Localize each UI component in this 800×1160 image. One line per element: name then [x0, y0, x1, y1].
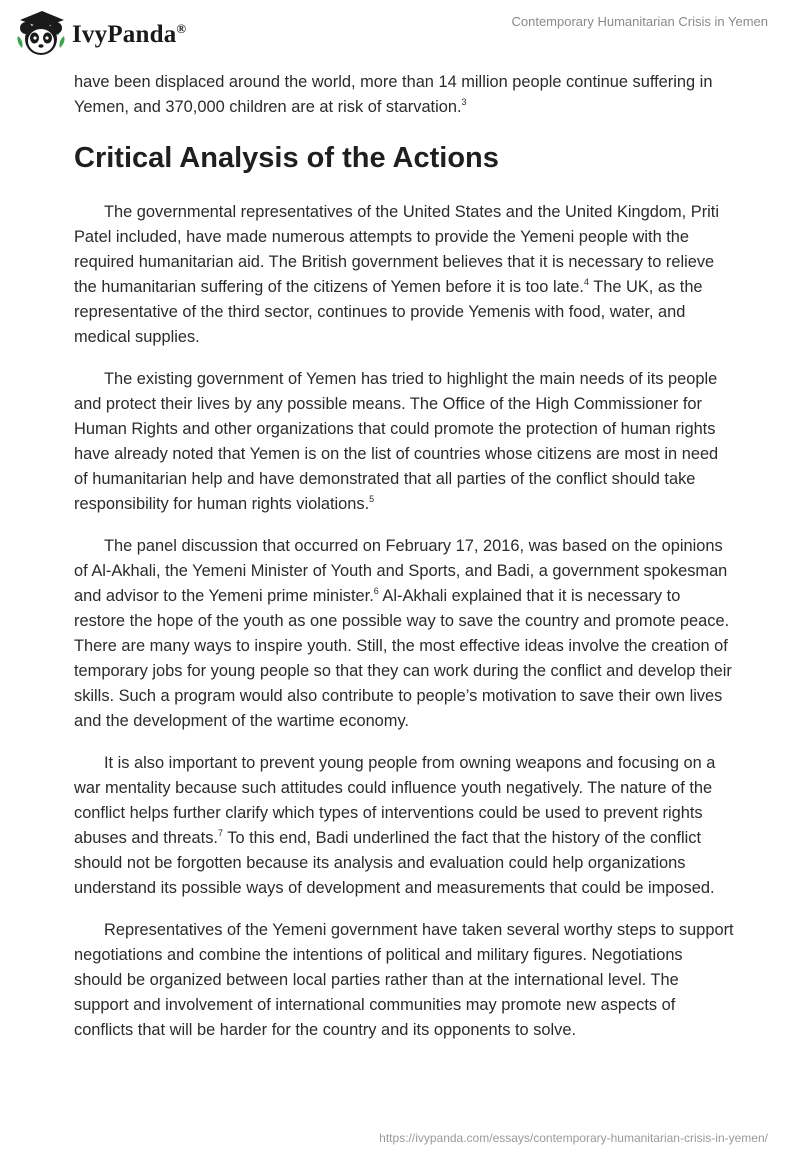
footnote-ref-3[interactable]: 3 — [461, 96, 467, 107]
footnote-ref-4[interactable]: 4 — [583, 276, 589, 287]
source-url-link[interactable]: https://ivypanda.com/essays/contemporary-humanitarian-crisis-in-yemen/ — [379, 1131, 768, 1145]
paragraph-text: The UK, as the representative of the third sector, continues to provide Yemenis with food, water, and medical supplies. — [74, 278, 703, 346]
footnote-ref-7[interactable]: 7 — [217, 827, 223, 838]
paragraph-text: It is also important to prevent young people from owning weapons and focusing on a war mentality because such attitudes could influence youth negatively. The nature of the conflict helps further clarify which types of interventions could be used to prevent rights abuses and threats. — [74, 754, 716, 847]
ivypanda-logo[interactable] — [12, 8, 186, 58]
paragraph-2 — [74, 367, 734, 517]
paragraph-text: Representatives of the Yemeni government have taken several worthy steps to support negotiations and combine the intentions of political and military figures. Negotiations should be organized between local parties rather than at the international level. The support and involvement of international communities may promote new aspects of conflicts that will be harder for the country and its opponents to solve. — [74, 921, 734, 1039]
paragraph-text: Al-Akhali explained that it is necessary to restore the hope of the youth as one possible way to save the country and promote peace. There are many ways to inspire youth. Still, the most effective ideas involve the creation of temporary jobs for young people so that they can work during the conflict and develop their skills. Such a program would also contribute to people’s motivation to save their own lives and the development of the wartime economy. — [74, 587, 732, 730]
paragraph-text: The governmental representatives of the United States and the United Kingdom, Priti Patel included, have made numerous attempts to provide the Yemeni people with the required humanitarian aid. The British government believes that it is necessary to relieve the humanitarian suffering of the citizens of Yemen before it is too late. — [74, 203, 719, 296]
footnote-ref-6[interactable]: 6 — [373, 585, 379, 596]
intro-text: have been displaced around the world, more than 14 million people continue suffering in Yemen, and 370,000 children are at risk of starvation. — [74, 73, 713, 116]
paragraph-text: The panel discussion that occurred on February 17, 2016, was based on the opinions of Al-Akhali, the Yemeni Minister of Youth and Sports, and Badi, a government spokesman and advisor to the Yemeni prime minister. — [74, 537, 728, 605]
footnote-ref-5[interactable]: 5 — [369, 493, 375, 504]
registered-mark: ® — [176, 21, 187, 36]
paragraph-3 — [74, 534, 734, 734]
paragraph-1 — [74, 200, 734, 350]
logo-wordmark: IvyPanda — [72, 21, 177, 48]
section-heading: Critical Analysis of the Actions — [74, 142, 499, 174]
document-title: Contemporary Humanitarian Crisis in Yemen — [511, 14, 768, 29]
logo-text — [72, 21, 186, 49]
paragraph-4 — [74, 751, 734, 901]
paragraph-text: The existing government of Yemen has tried to highlight the main needs of its people and protect their lives by any possible means. The Office of the High Commissioner for Human Rights and other organizations that could promote the protection of human rights have already noted that Yemen is on the list of countries whose citizens are most in need of humanitarian help and have demonstrated that all parties of the conflict should take responsibility for human rights violations. — [74, 370, 719, 513]
essay-content — [74, 70, 734, 1060]
paragraph-text: To this end, Badi underlined the fact that the history of the conflict should not be forgotten because its analysis and evaluation could help organizations understand its possible ways of development and measurements that could be imposed. — [74, 829, 715, 897]
paragraph-5 — [74, 918, 734, 1043]
intro-paragraph — [74, 70, 734, 120]
page-header — [0, 0, 800, 70]
panda-logo-icon — [12, 8, 68, 58]
